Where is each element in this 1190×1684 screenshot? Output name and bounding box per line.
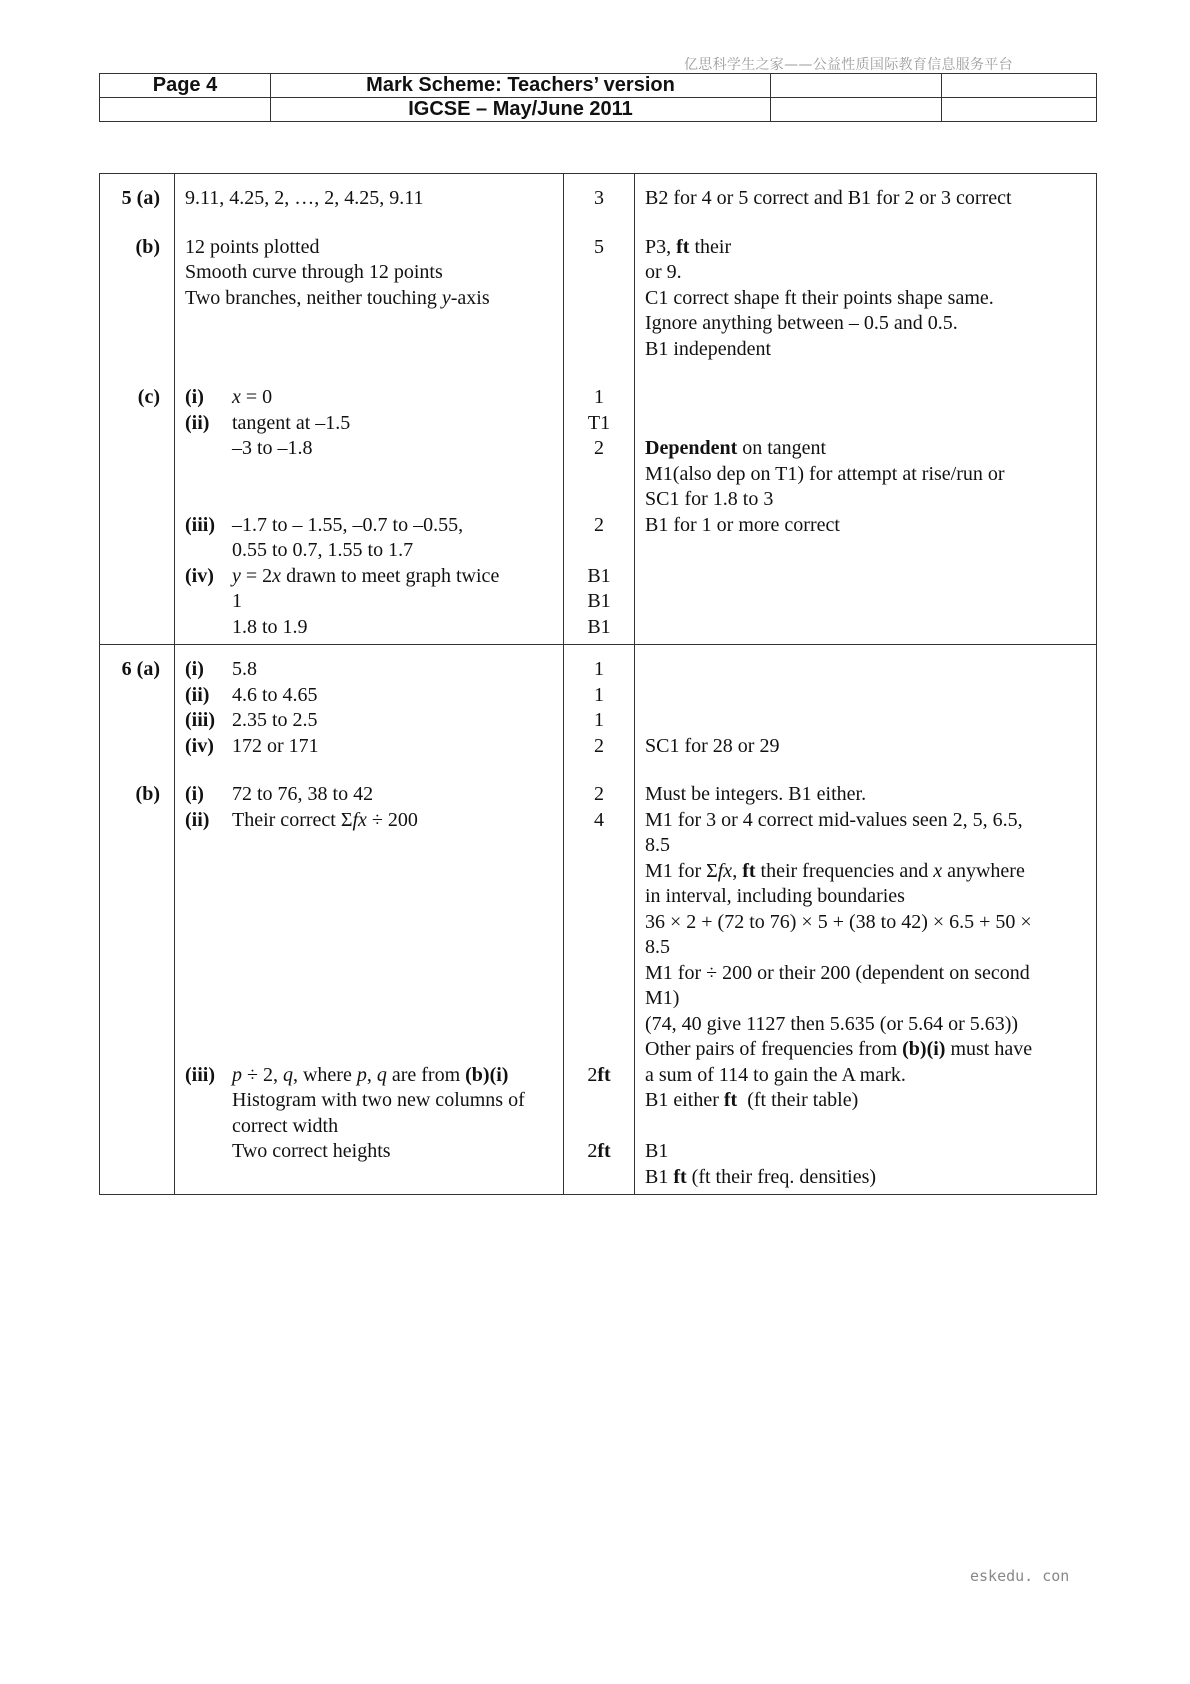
marks-col	[564, 645, 635, 1195]
note-line: P3, ft their	[645, 235, 732, 258]
header-empty-cell	[100, 98, 271, 122]
note-line: B1 ft (ft their freq. densities)	[645, 1165, 877, 1188]
answer-line: (i) x = 0	[185, 386, 273, 408]
answer-line: (iii) –1.7 to – 1.55, –0.7 to –0.55,	[185, 513, 464, 536]
mark-value: 2ft	[587, 1140, 611, 1162]
answer-line: correct width	[232, 1114, 339, 1137]
question-5-row	[100, 174, 1097, 645]
answer-line: (i) 5.8	[185, 658, 257, 680]
note-line: SC1 for 28 or 29	[645, 734, 780, 757]
mark-value: B1	[587, 615, 611, 638]
answer-line: –3 to –1.8	[232, 437, 313, 459]
answer-line: (iv) 172 or 171	[185, 734, 319, 757]
note-line: or 9.	[645, 261, 682, 283]
answer-line: (iv) y = 2x drawn to meet graph twice	[185, 564, 500, 587]
note-line: C1 correct shape ft their points shape same.	[645, 286, 994, 309]
note-line: 8.5	[645, 936, 670, 958]
answer-line: (iii) 2.35 to 2.5	[185, 709, 318, 731]
answer-line: Histogram with two new columns of	[232, 1089, 525, 1111]
question-number-col	[100, 645, 175, 1195]
note-line: M1 for Σfx, ft their frequencies and x anywhere	[645, 859, 1025, 882]
note-line: Must be integers. B1 either.	[645, 783, 867, 805]
note-line: M1 for ÷ 200 or their 200 (dependent on second	[645, 961, 1030, 984]
note-line: B2 for 4 or 5 correct and B1 for 2 or 3 correct	[645, 187, 1012, 209]
note-line: a sum of 114 to gain the A mark.	[645, 1063, 906, 1086]
watermark: 亿思科学生之家——公益性质国际教育信息服务平台	[684, 57, 1013, 73]
answer-line: Two correct heights	[232, 1140, 391, 1162]
note-line: B1 independent	[645, 337, 772, 360]
notes-col	[635, 645, 1097, 1195]
mark-value: 2	[594, 734, 604, 757]
answer-line: Smooth curve through 12 points	[185, 261, 443, 283]
document-title: Mark Scheme: Teachers’ version	[271, 74, 771, 98]
part-label: (c)	[137, 386, 160, 408]
note-line: Dependent on tangent	[645, 437, 827, 459]
mark-value: 5	[594, 235, 604, 258]
answer-line: 12 points plotted	[185, 235, 320, 258]
answer-col	[175, 174, 564, 645]
mark-value: 1	[594, 683, 604, 706]
mark-value: T1	[587, 411, 611, 434]
mark-value: 1	[594, 658, 604, 680]
page-number: Page 4	[100, 74, 271, 98]
note-line: B1	[645, 1140, 669, 1162]
answer-line: (ii) tangent at –1.5	[185, 411, 351, 434]
note-line: in interval, including boundaries	[645, 885, 905, 907]
page-header-table	[99, 73, 1097, 122]
mark-value: 2	[594, 513, 604, 536]
part-label: 5 (a)	[121, 187, 160, 209]
answer-line: (ii) 4.6 to 4.65	[185, 683, 318, 706]
answer-line: 9.11, 4.25, 2, …, 2, 4.25, 9.11	[185, 187, 424, 209]
answer-line: (i) 72 to 76, 38 to 42	[185, 783, 374, 805]
note-line: Ignore anything between – 0.5 and 0.5.	[645, 312, 958, 334]
mark-scheme-table	[99, 173, 1097, 1195]
note-line: M1(also dep on T1) for attempt at rise/run or	[645, 462, 1005, 485]
mark-value: 1	[594, 709, 604, 731]
mark-value: 4	[594, 808, 604, 831]
answer-line: Two branches, neither touching y-axis	[185, 286, 490, 309]
note-line: M1)	[645, 987, 680, 1009]
mark-value: 2	[594, 783, 604, 805]
mark-value: 1	[594, 386, 604, 408]
mark-value: 3	[594, 187, 604, 209]
answer-line: 1	[232, 590, 242, 612]
answer-line: (iii) p ÷ 2, q, where p, q are from (b)(i)	[185, 1063, 509, 1086]
answer-line: (ii) Their correct Σfx ÷ 200	[185, 808, 418, 831]
note-line: (74, 40 give 1127 then 5.635 (or 5.64 or 5.63))	[645, 1012, 1019, 1035]
exam-session: IGCSE – May/June 2011	[271, 98, 771, 122]
note-line: B1 either ft (ft their table)	[645, 1089, 859, 1111]
mark-value: 2ft	[587, 1063, 611, 1086]
mark-value: B1	[587, 564, 611, 587]
note-line: B1 for 1 or more correct	[645, 513, 840, 536]
question-6-row	[100, 645, 1097, 1195]
mark-value: B1	[587, 590, 611, 612]
header-empty-cell	[942, 98, 1097, 122]
header-empty-cell	[771, 74, 942, 98]
answer-col	[175, 645, 564, 1195]
note-line: M1 for 3 or 4 correct mid-values seen 2, 5, 6.5,	[645, 808, 1023, 831]
question-number-col	[100, 174, 175, 645]
note-line: SC1 for 1.8 to 3	[645, 488, 774, 510]
answer-line: 1.8 to 1.9	[232, 615, 308, 638]
part-label: (b)	[135, 783, 160, 805]
header-empty-cell	[942, 74, 1097, 98]
note-line: 8.5	[645, 834, 670, 856]
marks-col	[564, 174, 635, 645]
note-line: 36 × 2 + (72 to 76) × 5 + (38 to 42) × 6.5 + 50 ×	[645, 910, 1032, 933]
footer-watermark: eskedu. con	[970, 1567, 1070, 1585]
note-line: Other pairs of frequencies from (b)(i) must have	[645, 1038, 1033, 1060]
answer-line: 0.55 to 0.7, 1.55 to 1.7	[232, 539, 414, 561]
notes-col	[635, 174, 1097, 645]
header-empty-cell	[771, 98, 942, 122]
mark-value: 2	[594, 437, 604, 459]
part-label: 6 (a)	[121, 658, 160, 680]
part-label: (b)	[135, 235, 160, 258]
